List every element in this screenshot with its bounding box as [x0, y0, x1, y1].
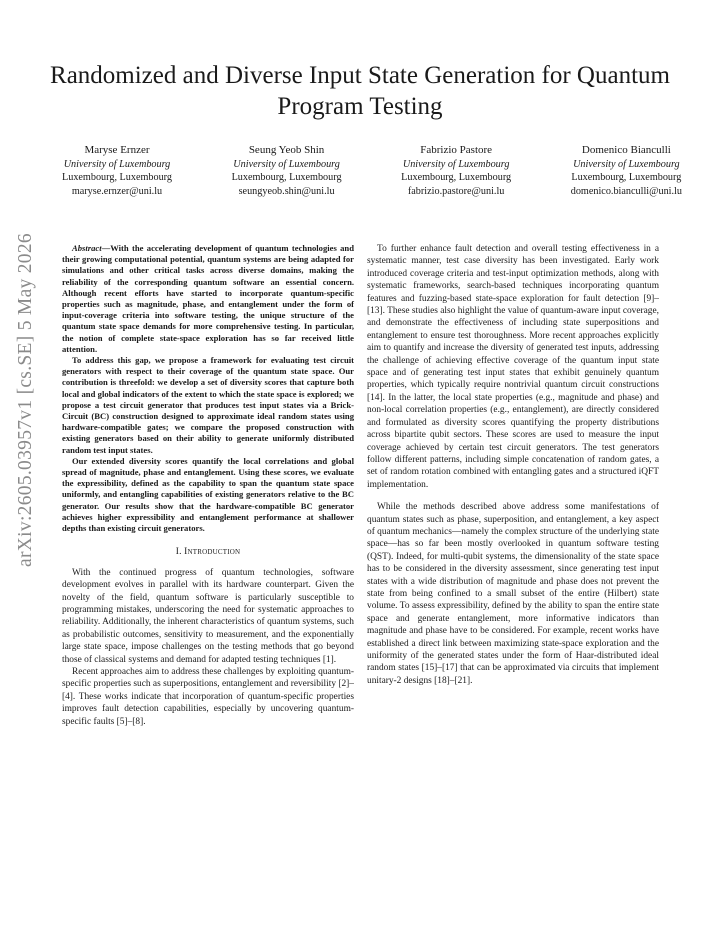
abstract-paragraph: To address this gap, we propose a framework for evaluating test circuit generators with respect to their coverage of the quantum state space. Our contribution is threefold: we develop a set of diversity scores that capture both local and global indicators of the extent to which the state space is explored; we propose a test circuit generator that produces test input states via a Brick-Circuit (BC) construction designed to approximate ideal random states using hardware-compatible gates; we compare the proposed construction with existing generators based on their ability to generate uniformly distributed random test input states.: [62, 355, 354, 455]
author-location: Luxembourg, Luxembourg: [401, 172, 512, 184]
author-2: [232, 144, 342, 198]
author-affiliation: University of Luxembourg: [63, 159, 171, 171]
arxiv-identifier: arXiv:2605.03957v1 [cs.SE] 5 May 2026: [15, 233, 36, 567]
author-affiliation: University of Luxembourg: [402, 159, 510, 171]
author-3: [401, 144, 511, 198]
paper-title: Randomized and Diverse Input State Generation for Quantum Program Testing: [50, 62, 670, 120]
author-1: [62, 144, 172, 198]
abstract-label: Abstract: [72, 243, 102, 253]
author-email: maryse.ernzer@uni.lu: [71, 185, 163, 197]
arxiv-stamp: [4, 140, 48, 660]
left-column: [62, 243, 354, 728]
body-paragraph: With the continued progress of quantum technologies, software development evolves in parallel with its hardware counterpart. Given the novelty of the field, quantum software is particularly susceptible to programming mistakes, underscoring the need for systematic approaches to reliability. Additionally, the inherent characteristics of quantum systems, such as probabilistic outcomes, sensitivity to measurement, and the exponentially large state space, impose challenges on the testing methods that go beyond those of classical systems and demand for adapted testing techniques [1].: [62, 567, 354, 665]
author-email: seungyeob.shin@uni.lu: [238, 185, 335, 197]
author-email: domenico.bianculli@uni.lu: [570, 185, 682, 197]
author-location: Luxembourg, Luxembourg: [62, 172, 172, 184]
body-paragraph: While the methods described above address some manifestations of quantum states such as phase, superposition, and entanglement, a key aspect of quantum mechanics—namely the complex structure of the underlying state space—has so far been mostly overlooked in quantum software testing (QST). Indeed, for multi-qubit systems, the dimensionality of the state space has to be considered in the diversity assessment, since generating test input states with a wide distribution of magnitude and phase does not prevent the state from being confined to a small subset of the entire (Hilbert) state volume. To assess expressibility, defined by the ability to span the entire state space and generate entanglement, more informative indicators than magnitude and phase have to be considered. For example, recent works have established a direct link between maximizing state-space exploration and the uniformity of the generated states under the form of Haar-distributed ideal random states [15]–[17] that can be approximated via circuits that implement unitary-2 designs [18]–[21].: [367, 502, 659, 686]
author-name: Domenico Bianculli: [581, 144, 671, 156]
author-name: Maryse Ernzer: [84, 144, 150, 156]
author-location: Luxembourg, Luxembourg: [231, 172, 342, 184]
section-body: [62, 567, 354, 728]
body-paragraph: Recent approaches aim to address these challenges by exploiting quantum-specific properties such as superpositions, entanglement and reversibility [2]–[4]. These works indicate that incorporation of quantum-specific properties improves fault detection capabilities, especially by uncovering quantum-specific faults [5]–[8].: [62, 666, 354, 727]
author-name: Seung Yeob Shin: [248, 144, 325, 156]
author-4: [571, 144, 682, 198]
section-heading: I. Introduction: [175, 547, 241, 558]
abstract-paragraph: Abstract—With the accelerating development of quantum technologies and their growing computational potential, quantum systems are being adapted for simulations and other critical tasks across diverse domains, making the reliability of the corresponding quantum software an essential concern. Although recent efforts have started to incorporate quantum-specific properties such as magnitude, phase, and entanglement under the form of input-coverage criteria into software testing, the unique structure of the quantum state space demands for more comprehensive testing. In particular, the notion of complete state-space exploration has so far received little attention.: [62, 243, 354, 354]
author-affiliation: University of Luxembourg: [233, 159, 340, 171]
body-paragraph: To further enhance fault detection and overall testing effectiveness in a systematic manner, test case diversity has been investigated. Early work introduced coverage criteria and test-input optimization methods, along with systematic frameworks, search-based techniques incorporating quantum features and fuzzing-based state-space exploration for fault detection [9]–[13]. These studies also highlight the value of quantum-aware input coverage, and demonstrate the effectiveness of including state superpositions and entanglement to ensure test thoroughness. More recent approaches explicitly aim to quantify and increase the diversity of generated test inputs, addressing the challenge of achieving effective coverage of the quantum input state space and of generating test input states that exhibit genuinely quantum properties, which typically require nontrivial quantum circuit constructions [14]. In the latter, the local state properties (e.g., magnitude and phase) and non-local correlation properties (e.g., entanglement), are directly considered and formulated as diversity scores quantifying the property distributions across bipartite qubit sectors. These scores are used to measure the input coverage achieved by certain test circuit generators. The test generators follow different patterns, including simple concatenation of random gates, a set of random rotation combined with entangling gates and a structured iQFT implementation.: [367, 244, 659, 490]
right-column: [367, 243, 659, 687]
abstract: [62, 243, 354, 534]
author-affiliation: University of Luxembourg: [573, 159, 680, 171]
author-name: Fabrizio Pastore: [420, 144, 493, 156]
author-email: fabrizio.pastore@uni.lu: [407, 185, 505, 197]
author-block: [62, 144, 682, 198]
author-location: Luxembourg, Luxembourg: [571, 172, 682, 184]
abstract-paragraph: Our extended diversity scores quantify the local correlations and global spread of magnitude, phase and entanglement. Using these scores, we evaluate the expressibility, defined as the capability to span the quantum state space uniformly, and entangling capabilities of existing generators relative to the BC generator. Our results show that the hardware-compatible BC generator achieves higher expressibility and entanglement performance at shallower depths than existing circuit generators.: [62, 455, 354, 534]
